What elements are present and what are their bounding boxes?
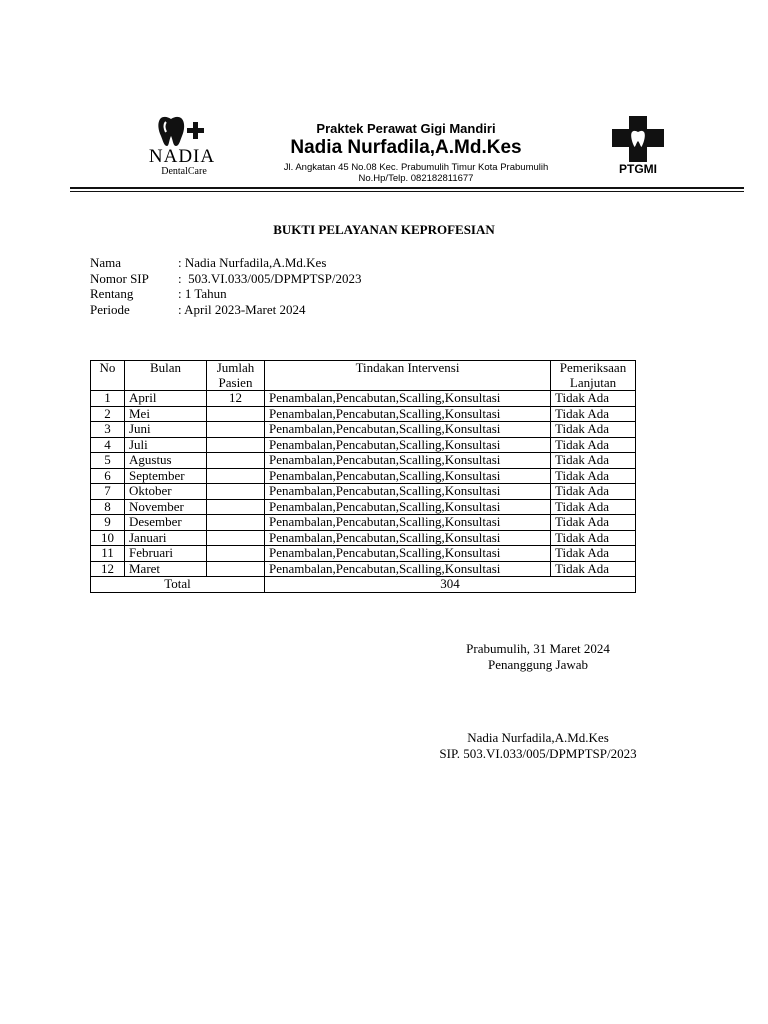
- cell-no: 2: [91, 406, 125, 422]
- signature-place-date: Prabumulih, 31 Maret 2024: [466, 641, 610, 656]
- cell-jumlah: [207, 561, 265, 577]
- logo-ptgmi-text: PTGMI: [619, 162, 657, 176]
- table-total-row: [91, 577, 636, 593]
- cell-bulan: September: [125, 468, 207, 484]
- header-divider-thin: [70, 191, 744, 192]
- signature-sip: SIP. 503.VI.033/005/DPMPTSP/2023: [439, 746, 637, 761]
- cell-lanjutan: Tidak Ada: [551, 546, 636, 562]
- info-value: : 1 Tahun: [178, 286, 227, 301]
- cell-tindakan: Penambalan,Pencabutan,Scalling,Konsultasi: [265, 484, 551, 500]
- cell-jumlah: [207, 422, 265, 438]
- info-label: Nomor SIP: [90, 270, 149, 286]
- letterhead-address: Jl. Angkatan 45 No.08 Kec. Prabumulih Timur Kota Prabumulih: [283, 162, 549, 173]
- table-row: [91, 406, 636, 422]
- table-row: [91, 437, 636, 453]
- cell-no: 9: [91, 515, 125, 531]
- header-bulan: Bulan: [125, 361, 207, 391]
- info-row-nama: [90, 255, 361, 271]
- cell-jumlah: [207, 468, 265, 484]
- cell-tindakan: Penambalan,Pencabutan,Scalling,Konsultasi: [265, 422, 551, 438]
- table-row: [91, 484, 636, 500]
- cell-no: 5: [91, 453, 125, 469]
- cell-tindakan: Penambalan,Pencabutan,Scalling,Konsultasi: [265, 453, 551, 469]
- cell-jumlah: [207, 515, 265, 531]
- document-title: BUKTI PELAYANAN KEPROFESIAN: [273, 222, 495, 237]
- cell-lanjutan: Tidak Ada: [551, 468, 636, 484]
- table-row: [91, 422, 636, 438]
- cell-bulan: Mei: [125, 406, 207, 422]
- logo-brand-text: NADIA: [148, 146, 216, 167]
- cell-jumlah: [207, 499, 265, 515]
- cell-jumlah: 12: [207, 391, 265, 407]
- info-block: [90, 255, 361, 317]
- info-value: : April 2023-Maret 2024: [178, 301, 306, 317]
- cell-lanjutan: Tidak Ada: [551, 422, 636, 438]
- header-tindakan: Tindakan Intervensi: [265, 361, 551, 391]
- cell-lanjutan: Tidak Ada: [551, 453, 636, 469]
- table-row: [91, 546, 636, 562]
- cell-jumlah: [207, 453, 265, 469]
- table-row: [91, 530, 636, 546]
- cell-bulan: April: [125, 391, 207, 407]
- info-label: Nama: [90, 255, 122, 270]
- table-row: [91, 561, 636, 577]
- cell-tindakan: Penambalan,Pencabutan,Scalling,Konsultasi: [265, 546, 551, 562]
- cell-no: 1: [91, 391, 125, 407]
- info-label: Rentang: [90, 286, 134, 301]
- cell-lanjutan: Tidak Ada: [551, 515, 636, 531]
- header-jumlah-line2: Pasien: [218, 374, 253, 390]
- table-row: [91, 391, 636, 407]
- cell-bulan: Agustus: [125, 453, 207, 469]
- info-row-rentang: [90, 286, 361, 302]
- cell-bulan: Januari: [125, 530, 207, 546]
- cell-tindakan: Penambalan,Pencabutan,Scalling,Konsultasi: [265, 561, 551, 577]
- cell-no: 12: [91, 561, 125, 577]
- cell-tindakan: Penambalan,Pencabutan,Scalling,Konsultasi: [265, 515, 551, 531]
- letterhead: [246, 121, 586, 184]
- cell-no: 8: [91, 499, 125, 515]
- cell-bulan: November: [125, 499, 207, 515]
- info-row-sip: [90, 271, 361, 287]
- cell-no: 4: [91, 437, 125, 453]
- header-jumlah-line1: Jumlah: [216, 360, 255, 375]
- header-no: No: [91, 361, 125, 391]
- signature-header: [420, 641, 656, 673]
- cell-no: 7: [91, 484, 125, 500]
- cell-bulan: Maret: [125, 561, 207, 577]
- table-header-row: [91, 361, 636, 391]
- cell-lanjutan: Tidak Ada: [551, 499, 636, 515]
- cell-bulan: Juli: [125, 437, 207, 453]
- cell-bulan: Oktober: [125, 484, 207, 500]
- cell-tindakan: Penambalan,Pencabutan,Scalling,Konsultasi: [265, 391, 551, 407]
- total-value: 304: [265, 577, 636, 593]
- info-value: : Nadia Nurfadila,A.Md.Kes: [178, 255, 327, 270]
- info-value: : 503.VI.033/005/DPMPTSP/2023: [178, 270, 362, 286]
- cell-lanjutan: Tidak Ada: [551, 391, 636, 407]
- table-row: [91, 499, 636, 515]
- cell-jumlah: [207, 530, 265, 546]
- cell-lanjutan: Tidak Ada: [551, 530, 636, 546]
- service-table: [90, 360, 636, 593]
- table-body: [91, 391, 636, 593]
- header-divider-thick: [70, 187, 744, 189]
- cell-lanjutan: Tidak Ada: [551, 484, 636, 500]
- signature-footer: [420, 730, 656, 762]
- cell-jumlah: [207, 437, 265, 453]
- letterhead-practice: Praktek Perawat Gigi Mandiri: [316, 121, 496, 136]
- cell-lanjutan: Tidak Ada: [551, 561, 636, 577]
- cell-bulan: Februari: [125, 546, 207, 562]
- header-pemeriksaan-line1: Pemeriksaan: [559, 360, 627, 375]
- cell-tindakan: Penambalan,Pencabutan,Scalling,Konsultasi: [265, 406, 551, 422]
- cell-no: 3: [91, 422, 125, 438]
- logo-nadia-dentalcare: [143, 114, 225, 180]
- cell-no: 11: [91, 546, 125, 562]
- table-row: [91, 515, 636, 531]
- cell-lanjutan: Tidak Ada: [551, 406, 636, 422]
- cell-jumlah: [207, 484, 265, 500]
- table-row: [91, 453, 636, 469]
- header-pemeriksaan: [551, 361, 636, 391]
- cross-tooth-icon: [608, 116, 668, 162]
- tooth-plus-icon: [155, 114, 215, 148]
- cell-lanjutan: Tidak Ada: [551, 437, 636, 453]
- header-jumlah: [207, 361, 265, 391]
- cell-no: 6: [91, 468, 125, 484]
- cell-jumlah: [207, 546, 265, 562]
- cell-bulan: Desember: [125, 515, 207, 531]
- header-pemeriksaan-line2: Lanjutan: [569, 374, 617, 390]
- signature-role: Penanggung Jawab: [487, 657, 588, 672]
- letterhead-phone: No.Hp/Telp. 082182811677: [358, 173, 474, 184]
- letterhead-name: Nadia Nurfadila,A.Md.Kes: [290, 137, 522, 158]
- info-row-periode: [90, 302, 361, 318]
- logo-ptgmi: [608, 116, 668, 178]
- cell-bulan: Juni: [125, 422, 207, 438]
- cell-jumlah: [207, 406, 265, 422]
- info-label: Periode: [90, 301, 130, 317]
- total-label: Total: [91, 577, 265, 593]
- cell-tindakan: Penambalan,Pencabutan,Scalling,Konsultasi: [265, 530, 551, 546]
- cell-tindakan: Penambalan,Pencabutan,Scalling,Konsultasi: [265, 468, 551, 484]
- signature-name: Nadia Nurfadila,A.Md.Kes: [467, 730, 609, 745]
- logo-sub-text: DentalCare: [161, 166, 207, 177]
- cell-tindakan: Penambalan,Pencabutan,Scalling,Konsultasi: [265, 437, 551, 453]
- cell-tindakan: Penambalan,Pencabutan,Scalling,Konsultasi: [265, 499, 551, 515]
- table-row: [91, 468, 636, 484]
- cell-no: 10: [91, 530, 125, 546]
